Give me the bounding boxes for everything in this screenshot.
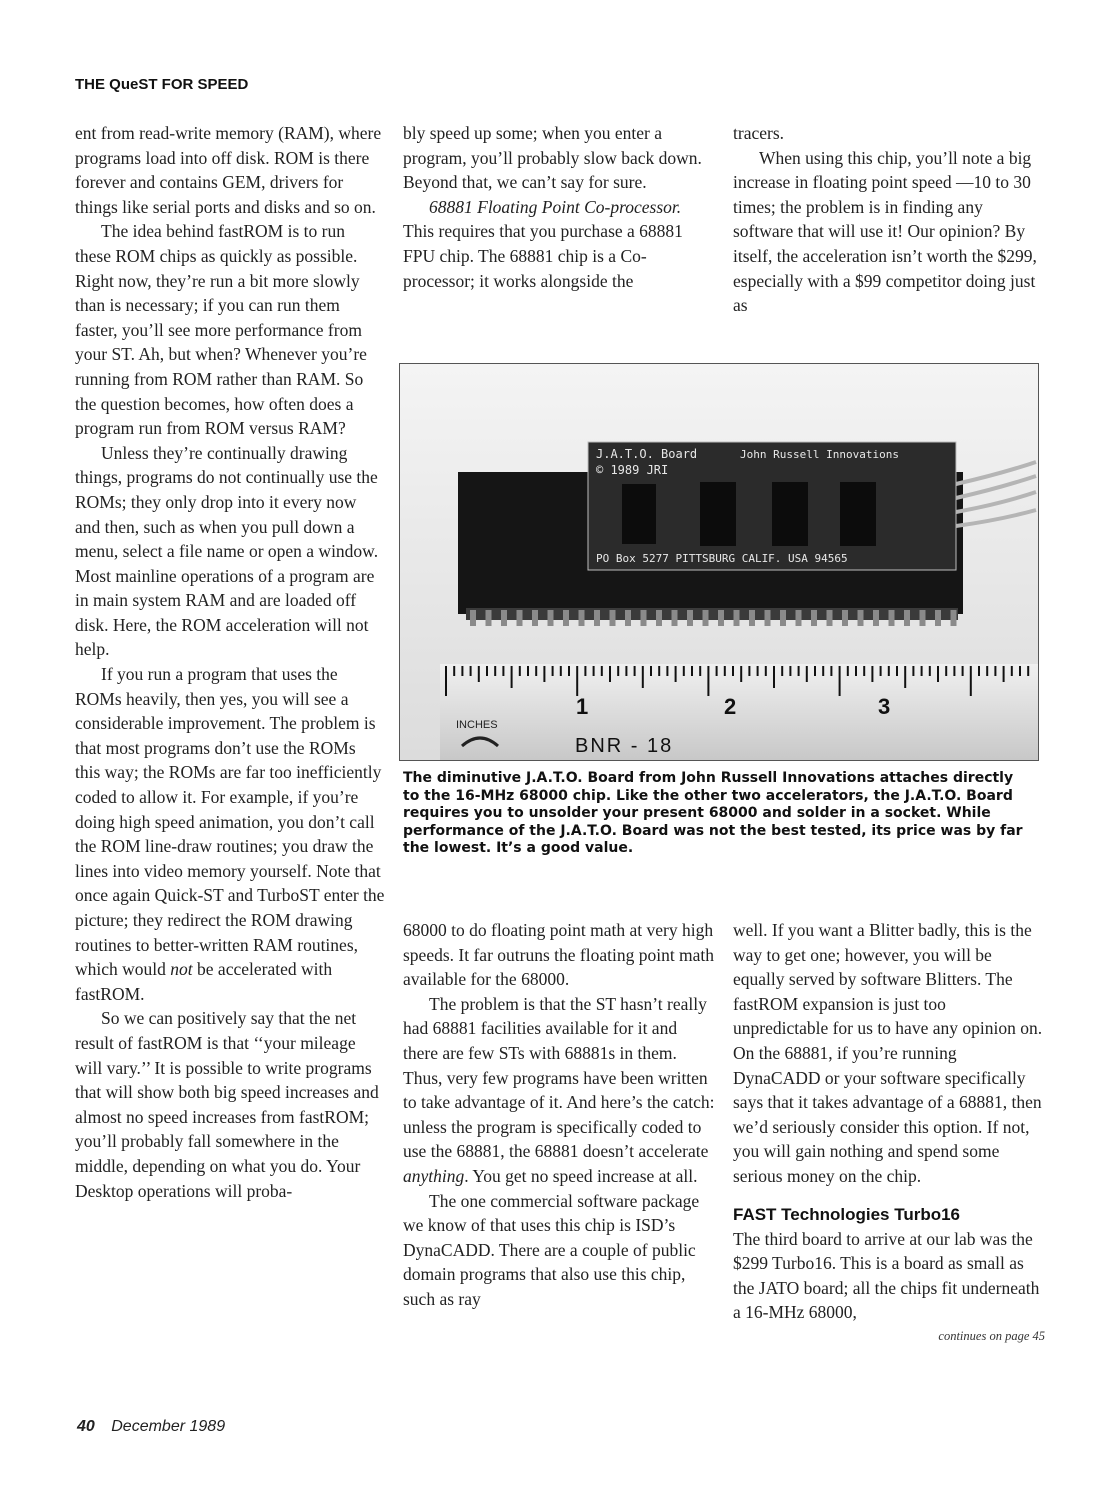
chip-pin: [594, 610, 600, 626]
section-lead: 68881 Floating Point Co-processor.: [429, 196, 682, 217]
board-copyright: © 1989 JRI: [596, 463, 669, 477]
emphasis: not: [170, 959, 193, 980]
board-maker: John Russell Innovations: [740, 448, 899, 461]
chip-pin: [641, 610, 647, 626]
chip-pin: [532, 610, 538, 626]
chip-pin: [548, 610, 554, 626]
paragraph: bly speed up some; when you enter a program, you’ll probably slow back down. Beyond that, we can’t say for sure.: [403, 123, 702, 193]
paragraph: [403, 992, 715, 1189]
paragraph: ent from read-write memory (RAM), where programs load into off disk. ROM is there forever and contains GEM, drivers for things like serial ports and disks and so on.: [75, 123, 382, 217]
emphasis: anything: [403, 1165, 465, 1186]
ruler-units: INCHES: [456, 719, 498, 731]
chip-pins: [466, 608, 958, 620]
chip-pin: [780, 610, 786, 626]
chip-pin: [935, 610, 941, 626]
page-footer: [77, 1418, 225, 1436]
paragraph: The third board to arrive at our lab was the $299 Turbo16. This is a board as small as the JATO board; all the chips fit underneath a 16-MHz 68000,: [733, 1228, 1040, 1323]
paragraph: When using this chip, you’ll note a big increase in floating point speed —10 to 30 times; the problem is in finding any software that will use it! Our opinion? By itself, the acceleration isn’t worth the $299, especially with a $99 competitor doing just as: [733, 147, 1037, 316]
paragraph: 68000 to do floating point math at very high speeds. It far outruns the floating point math available for the 68000.: [403, 920, 715, 990]
column-1: [75, 121, 385, 1203]
product-photo: [399, 363, 1039, 761]
chip-pin: [610, 610, 616, 626]
chip-pin: [625, 610, 631, 626]
chip-pin: [889, 610, 895, 626]
chip-pin: [811, 610, 817, 626]
board-label: J.A.T.O. Board: [596, 447, 698, 461]
paragraph: tracers.: [733, 123, 785, 143]
section-heading: FAST Technologies Turbo16: [733, 1204, 961, 1224]
chip-pin: [656, 610, 662, 626]
column-2-bottom: [403, 918, 715, 1312]
column-3-top: [733, 121, 1045, 318]
chip-pin: [842, 610, 848, 626]
photo-caption: The diminutive J.A.T.O. Board from John Russell Innovations attaches directly to the 16-MHz 68000 chip. Like the other two accelerators, the J.A.T.O. Board requires you to unsolder your present 68000 and solder in a socket. While performance of the J.A.T.O. Board was not the best tested, its price was by far the lowest. It’s a good value.: [403, 770, 1023, 856]
chip-pin: [765, 610, 771, 626]
chip-pin: [563, 610, 569, 626]
chip-pin: [501, 610, 507, 626]
paragraph: The one commercial software package we know of that uses this chip is ISD’s DynaCADD. There are a couple of public domain programs that also use this chip, such as ray: [403, 1190, 700, 1309]
paragraph-text: The problem is that the ST hasn’t really had 68881 facilities available for it and there are few STs with 68881s in them. Thus, very few programs have been written to take advantage of it. And here’s the catch: unless the program is specifically coded to use the 68881, the 68881 doesn’t accelerate: [403, 993, 715, 1162]
paragraph: So we can positively say that the net result of fastROM is that ‘‘your mileage will vary.’’ It is possible to write programs that will show both big speed increases and almost no speed increases from fastROM; you’ll probably fall somewhere in the middle, depending on what you do. Your Desktop operations will proba-: [75, 1008, 379, 1201]
ruler-brand: BNR - 18: [575, 735, 674, 757]
paragraph: well. If you want a Blitter badly, this is the way to get one; however, you will be equally served by software Blitters. The fastROM expansion is just too unpredictable for us to have any opinion on. On the 68881, if you’re running DynaCADD or your software specifically says that it takes advantage of a 68881, then we’d seriously consider this option. If not, you will gain nothing and spend some serious money on the chip.: [733, 920, 1043, 1186]
ruler-number: 1: [576, 694, 589, 719]
chip-pin: [718, 610, 724, 626]
chip-pin: [920, 610, 926, 626]
chip-pin: [827, 610, 833, 626]
paragraph-text: This requires that you purchase a 68881 FPU chip. The 68881 chip is a Co-processor; it works alongside the: [403, 221, 683, 291]
ruler: [440, 664, 1038, 760]
paragraph-text: be accelerated with fastROM.: [75, 959, 333, 1004]
ruler-number: 2: [724, 694, 737, 719]
running-head: THE QueST FOR SPEED: [75, 76, 249, 93]
ruler-number: 3: [878, 694, 891, 719]
paragraph: [403, 195, 715, 293]
chip-pin: [687, 610, 693, 626]
chip-pin: [579, 610, 585, 626]
paragraph: [75, 662, 385, 1006]
paragraph: Unless they’re continually drawing things, programs do not continually use the ROMs; they only drop into it every now and then, such as when you pull down a menu, select a file name or open a window. Most mainline operations of a program are in main system RAM and are loaded off disk. Here, the ROM acceleration will not help.: [75, 442, 379, 660]
chip-pin: [734, 610, 740, 626]
column-2-top: [403, 121, 715, 293]
chip-pin: [796, 610, 802, 626]
continues-note: continues on page 45: [938, 1328, 1045, 1343]
chip-pin: [672, 610, 678, 626]
chip-pin: [470, 610, 476, 626]
issue-date: December 1989: [111, 1418, 226, 1435]
board-address: PO Box 5277 PITTSBURG CALIF. USA 94565: [596, 552, 848, 565]
chip-pin: [749, 610, 755, 626]
chip-pin: [904, 610, 910, 626]
page-number: 40: [77, 1418, 95, 1435]
chip-pin: [873, 610, 879, 626]
paragraph-text: If you run a program that uses the ROMs heavily, then yes, you will see a considerable improvement. The problem is that most programs don’t use the ROMs this way; the ROMs are far too inefficiently coded to allow it. For example, if you’re doing high speed animation, you don’t call the ROM line-draw routines; you draw the lines into video memory yourself. Note that once again Quick-ST and TurboST enter the picture; they redirect the ROM drawing routines to better-written RAM routines, which would: [75, 664, 385, 980]
chip-pin: [951, 610, 957, 626]
paragraph-text: . You get no speed increase at all.: [464, 1165, 698, 1186]
chip-pin: [858, 610, 864, 626]
chip-pin: [703, 610, 709, 626]
paragraph: The idea behind fastROM is to run these ROM chips as quickly as possible. Right now, they’re run a bit more slowly than is necessary; if you can run them faster, you’ll see more performance from your ST. Ah, but when? Whenever you’re running from ROM rather than RAM. So the question becomes, how often does a program run from ROM versus RAM?: [75, 221, 367, 439]
column-3-bottom: [733, 918, 1045, 1345]
chip-pin: [486, 610, 492, 626]
chip-pin: [517, 610, 523, 626]
